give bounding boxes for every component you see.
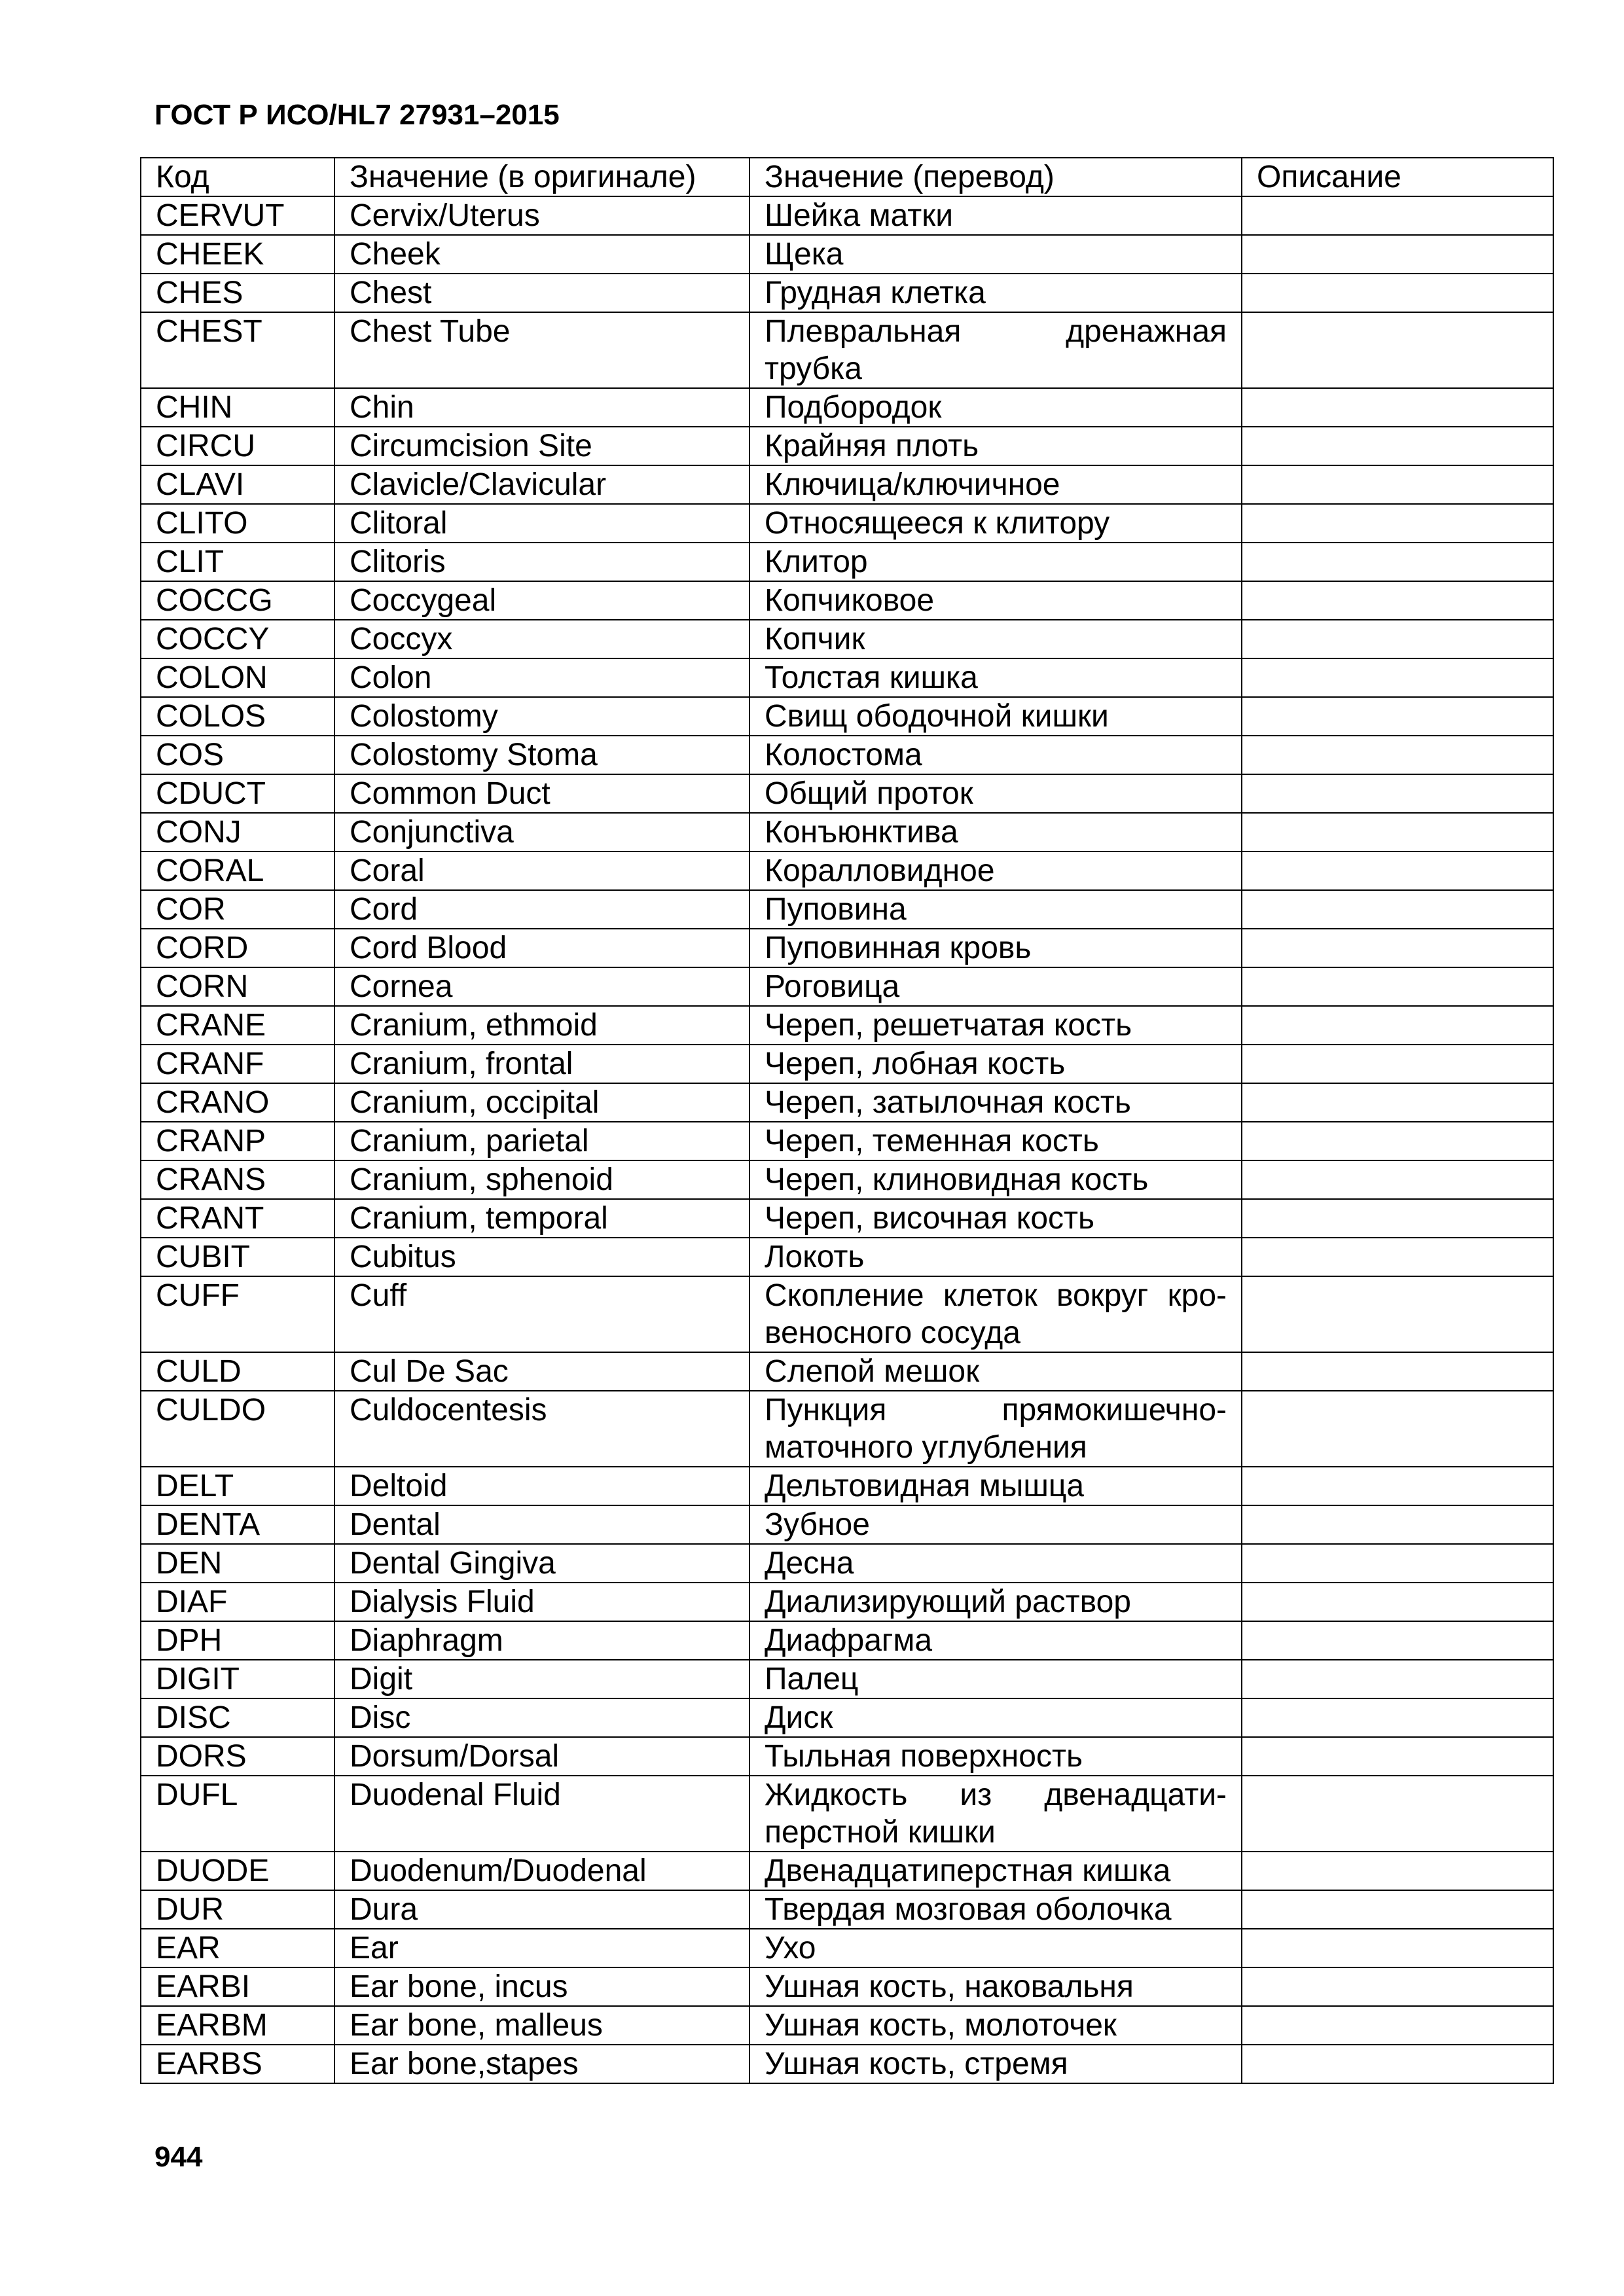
translation-cell: Конъюнктива [749, 813, 1242, 852]
description-cell [1242, 1890, 1553, 1929]
original-cell: Chest [334, 274, 749, 312]
code-cell: DIGIT [141, 1660, 334, 1698]
column-header-original: Значение (в оригинале) [334, 158, 749, 196]
table-row [141, 1852, 1553, 1890]
description-cell [1242, 1505, 1553, 1544]
code-cell: EAR [141, 1929, 334, 1967]
table-row [141, 813, 1553, 852]
translation-cell: Тыльная поверхность [749, 1737, 1242, 1776]
original-cell: Cranium, occipital [334, 1083, 749, 1122]
table-row [141, 1967, 1553, 2006]
translation-cell: Череп, височная кость [749, 1199, 1242, 1238]
translation-cell: Пуповинная кровь [749, 929, 1242, 967]
translation-cell: Копчик [749, 620, 1242, 658]
translation-cell: Череп, решетчатая кость [749, 1006, 1242, 1045]
description-cell [1242, 1967, 1553, 2006]
code-cell: CRANF [141, 1045, 334, 1083]
original-cell: Cubitus [334, 1238, 749, 1276]
table-row [141, 1006, 1553, 1045]
table-row [141, 620, 1553, 658]
description-cell [1242, 1544, 1553, 1583]
table-row [141, 427, 1553, 465]
table-row [141, 852, 1553, 890]
original-cell: Cord [334, 890, 749, 929]
code-cell: COCCG [141, 581, 334, 620]
code-cell: CRANO [141, 1083, 334, 1122]
table-row [141, 1929, 1553, 1967]
description-cell [1242, 967, 1553, 1006]
translation-cell: Общий проток [749, 774, 1242, 813]
table-row [141, 774, 1553, 813]
translation-cell: Диализирующий раствор [749, 1583, 1242, 1621]
table-row [141, 1890, 1553, 1929]
code-cell: CLIT [141, 543, 334, 581]
description-cell [1242, 774, 1553, 813]
code-cell: COS [141, 736, 334, 774]
table-row [141, 967, 1553, 1006]
description-cell [1242, 736, 1553, 774]
description-cell [1242, 1006, 1553, 1045]
table-row [141, 929, 1553, 967]
table-row [141, 388, 1553, 427]
original-cell: Common Duct [334, 774, 749, 813]
table-row [141, 1621, 1553, 1660]
original-cell: Duodenal Fluid [334, 1776, 749, 1852]
description-cell [1242, 620, 1553, 658]
description-cell [1242, 852, 1553, 890]
original-cell: Cranium, sphenoid [334, 1160, 749, 1199]
table-row [141, 1467, 1553, 1505]
translation-cell: Клитор [749, 543, 1242, 581]
translation-cell: Скопление клеток вокруг кро-веносного сосуда [749, 1276, 1242, 1352]
translation-cell: Ушная кость, наковальня [749, 1967, 1242, 2006]
table-row [141, 1045, 1553, 1083]
translation-cell: Относящееся к клитору [749, 504, 1242, 543]
original-cell: Cranium, temporal [334, 1199, 749, 1238]
translation-cell: Крайняя плоть [749, 427, 1242, 465]
code-cell: CHIN [141, 388, 334, 427]
description-cell [1242, 1467, 1553, 1505]
original-cell: Cord Blood [334, 929, 749, 967]
table-row [141, 196, 1553, 235]
translation-cell: Щека [749, 235, 1242, 274]
translation-cell: Коралловидное [749, 852, 1242, 890]
table-row [141, 1660, 1553, 1698]
code-cell: CHEST [141, 312, 334, 388]
original-cell: Deltoid [334, 1467, 749, 1505]
table-row [141, 1122, 1553, 1160]
original-cell: Cul De Sac [334, 1352, 749, 1391]
description-cell [1242, 1238, 1553, 1276]
code-cell: CLITO [141, 504, 334, 543]
original-cell: Dialysis Fluid [334, 1583, 749, 1621]
table-row [141, 658, 1553, 697]
original-cell: Cranium, ethmoid [334, 1006, 749, 1045]
description-cell [1242, 658, 1553, 697]
description-cell [1242, 388, 1553, 427]
table-row [141, 1352, 1553, 1391]
original-cell: Coccyx [334, 620, 749, 658]
description-cell [1242, 427, 1553, 465]
translation-cell: Пункция прямокишечно-маточного углубления [749, 1391, 1242, 1467]
translation-cell: Зубное [749, 1505, 1242, 1544]
original-cell: Coccygeal [334, 581, 749, 620]
code-cell: CRANE [141, 1006, 334, 1045]
description-cell [1242, 1083, 1553, 1122]
translation-cell: Десна [749, 1544, 1242, 1583]
code-cell: CHES [141, 274, 334, 312]
code-cell: CUFF [141, 1276, 334, 1352]
original-cell: Dura [334, 1890, 749, 1929]
original-cell: Diaphragm [334, 1621, 749, 1660]
translation-cell: Колостома [749, 736, 1242, 774]
translation-cell: Дельтовидная мышца [749, 1467, 1242, 1505]
column-header-code: Код [141, 158, 334, 196]
table-row [141, 2045, 1553, 2083]
description-cell [1242, 235, 1553, 274]
original-cell: Colon [334, 658, 749, 697]
translation-cell: Плевральная дренажная трубка [749, 312, 1242, 388]
translation-cell: Череп, клиновидная кость [749, 1160, 1242, 1199]
code-cell: CULD [141, 1352, 334, 1391]
table-row [141, 1698, 1553, 1737]
code-cell: DEN [141, 1544, 334, 1583]
code-cell: DUR [141, 1890, 334, 1929]
description-cell [1242, 1737, 1553, 1776]
original-cell: Culdocentesis [334, 1391, 749, 1467]
description-cell [1242, 465, 1553, 504]
description-cell [1242, 890, 1553, 929]
description-cell [1242, 543, 1553, 581]
description-cell [1242, 929, 1553, 967]
code-cell: EARBM [141, 2006, 334, 2045]
table-row [141, 1776, 1553, 1852]
code-cell: DENTA [141, 1505, 334, 1544]
description-cell [1242, 1160, 1553, 1199]
translation-cell: Грудная клетка [749, 274, 1242, 312]
column-header-translation: Значение (перевод) [749, 158, 1242, 196]
code-cell: CDUCT [141, 774, 334, 813]
code-cell: CIRCU [141, 427, 334, 465]
translation-cell: Диафрагма [749, 1621, 1242, 1660]
translation-cell: Череп, лобная кость [749, 1045, 1242, 1083]
description-cell [1242, 697, 1553, 736]
table-row [141, 736, 1553, 774]
translation-cell: Твердая мозговая оболочка [749, 1890, 1242, 1929]
table-row [141, 1199, 1553, 1238]
description-cell [1242, 274, 1553, 312]
table-row [141, 890, 1553, 929]
code-cell: DORS [141, 1737, 334, 1776]
translation-cell: Свищ ободочной кишки [749, 697, 1242, 736]
description-cell [1242, 2006, 1553, 2045]
original-cell: Dental Gingiva [334, 1544, 749, 1583]
code-cell: CUBIT [141, 1238, 334, 1276]
description-cell [1242, 1352, 1553, 1391]
description-cell [1242, 813, 1553, 852]
original-cell: Duodenum/Duodenal [334, 1852, 749, 1890]
table-row [141, 1583, 1553, 1621]
description-cell [1242, 1698, 1553, 1737]
description-cell [1242, 581, 1553, 620]
description-cell [1242, 1391, 1553, 1467]
description-cell [1242, 1276, 1553, 1352]
original-cell: Dental [334, 1505, 749, 1544]
translation-cell: Толстая кишка [749, 658, 1242, 697]
translation-cell: Жидкость из двенадцати-перстной кишки [749, 1776, 1242, 1852]
description-cell [1242, 312, 1553, 388]
table-row [141, 1276, 1553, 1352]
translation-cell: Ключица/ключичное [749, 465, 1242, 504]
translation-cell: Слепой мешок [749, 1352, 1242, 1391]
description-cell [1242, 504, 1553, 543]
code-cell: DIAF [141, 1583, 334, 1621]
code-cell: EARBI [141, 1967, 334, 2006]
original-cell: Ear bone, malleus [334, 2006, 749, 2045]
description-cell [1242, 1929, 1553, 1967]
description-cell [1242, 2045, 1553, 2083]
table-row [141, 581, 1553, 620]
codes-table [140, 157, 1554, 2084]
description-cell [1242, 1583, 1553, 1621]
translation-cell: Пуповина [749, 890, 1242, 929]
description-cell [1242, 1199, 1553, 1238]
table-row [141, 312, 1553, 388]
translation-cell: Ушная кость, молоточек [749, 2006, 1242, 2045]
code-cell: DUODE [141, 1852, 334, 1890]
code-cell: CRANS [141, 1160, 334, 1199]
table-row [141, 1238, 1553, 1276]
code-cell: CORD [141, 929, 334, 967]
code-cell: CRANT [141, 1199, 334, 1238]
original-cell: Chin [334, 388, 749, 427]
code-cell: CLAVI [141, 465, 334, 504]
original-cell: Cuff [334, 1276, 749, 1352]
translation-cell: Диск [749, 1698, 1242, 1737]
code-cell: CULDO [141, 1391, 334, 1467]
translation-cell: Подбородок [749, 388, 1242, 427]
translation-cell: Ушная кость, стремя [749, 2045, 1242, 2083]
original-cell: Coral [334, 852, 749, 890]
original-cell: Colostomy Stoma [334, 736, 749, 774]
table-row [141, 697, 1553, 736]
original-cell: Clitoral [334, 504, 749, 543]
code-cell: COLON [141, 658, 334, 697]
code-cell: DISC [141, 1698, 334, 1737]
code-cell: CORN [141, 967, 334, 1006]
description-cell [1242, 1660, 1553, 1698]
table-row [141, 1391, 1553, 1467]
page-number: 944 [154, 2141, 203, 2173]
original-cell: Digit [334, 1660, 749, 1698]
translation-cell: Локоть [749, 1238, 1242, 1276]
document-header: ГОСТ Р ИСО/HL7 27931–2015 [154, 99, 560, 131]
code-cell: CRANP [141, 1122, 334, 1160]
code-cell: CERVUT [141, 196, 334, 235]
translation-cell: Палец [749, 1660, 1242, 1698]
original-cell: Cranium, frontal [334, 1045, 749, 1083]
table-row [141, 1083, 1553, 1122]
code-cell: DUFL [141, 1776, 334, 1852]
table-row [141, 235, 1553, 274]
table-body [141, 196, 1553, 2083]
original-cell: Clitoris [334, 543, 749, 581]
table-row [141, 504, 1553, 543]
code-cell: COR [141, 890, 334, 929]
original-cell: Ear bone,stapes [334, 2045, 749, 2083]
description-cell [1242, 1122, 1553, 1160]
table-row [141, 465, 1553, 504]
code-cell: CONJ [141, 813, 334, 852]
table-row [141, 543, 1553, 581]
table-row [141, 1505, 1553, 1544]
code-cell: CHEEK [141, 235, 334, 274]
code-cell: CORAL [141, 852, 334, 890]
translation-cell: Шейка матки [749, 196, 1242, 235]
code-cell: EARBS [141, 2045, 334, 2083]
code-cell: COLOS [141, 697, 334, 736]
translation-cell: Двенадцатиперстная кишка [749, 1852, 1242, 1890]
table-header-row [141, 158, 1553, 196]
original-cell: Dorsum/Dorsal [334, 1737, 749, 1776]
table-row [141, 1544, 1553, 1583]
table-row [141, 274, 1553, 312]
translation-cell: Копчиковое [749, 581, 1242, 620]
translation-cell: Череп, теменная кость [749, 1122, 1242, 1160]
translation-cell: Череп, затылочная кость [749, 1083, 1242, 1122]
description-cell [1242, 196, 1553, 235]
description-cell [1242, 1045, 1553, 1083]
table-row [141, 2006, 1553, 2045]
original-cell: Disc [334, 1698, 749, 1737]
description-cell [1242, 1776, 1553, 1852]
original-cell: Ear bone, incus [334, 1967, 749, 2006]
translation-cell: Ухо [749, 1929, 1242, 1967]
original-cell: Conjunctiva [334, 813, 749, 852]
original-cell: Cornea [334, 967, 749, 1006]
code-cell: DELT [141, 1467, 334, 1505]
original-cell: Circumcision Site [334, 427, 749, 465]
original-cell: Chest Tube [334, 312, 749, 388]
table-row [141, 1737, 1553, 1776]
code-cell: DPH [141, 1621, 334, 1660]
original-cell: Colostomy [334, 697, 749, 736]
table-row [141, 1160, 1553, 1199]
description-cell [1242, 1621, 1553, 1660]
original-cell: Cheek [334, 235, 749, 274]
original-cell: Cranium, parietal [334, 1122, 749, 1160]
translation-cell: Роговица [749, 967, 1242, 1006]
original-cell: Clavicle/Clavicular [334, 465, 749, 504]
original-cell: Ear [334, 1929, 749, 1967]
original-cell: Cervix/Uterus [334, 196, 749, 235]
column-header-description: Описание [1242, 158, 1553, 196]
code-cell: COCCY [141, 620, 334, 658]
description-cell [1242, 1852, 1553, 1890]
